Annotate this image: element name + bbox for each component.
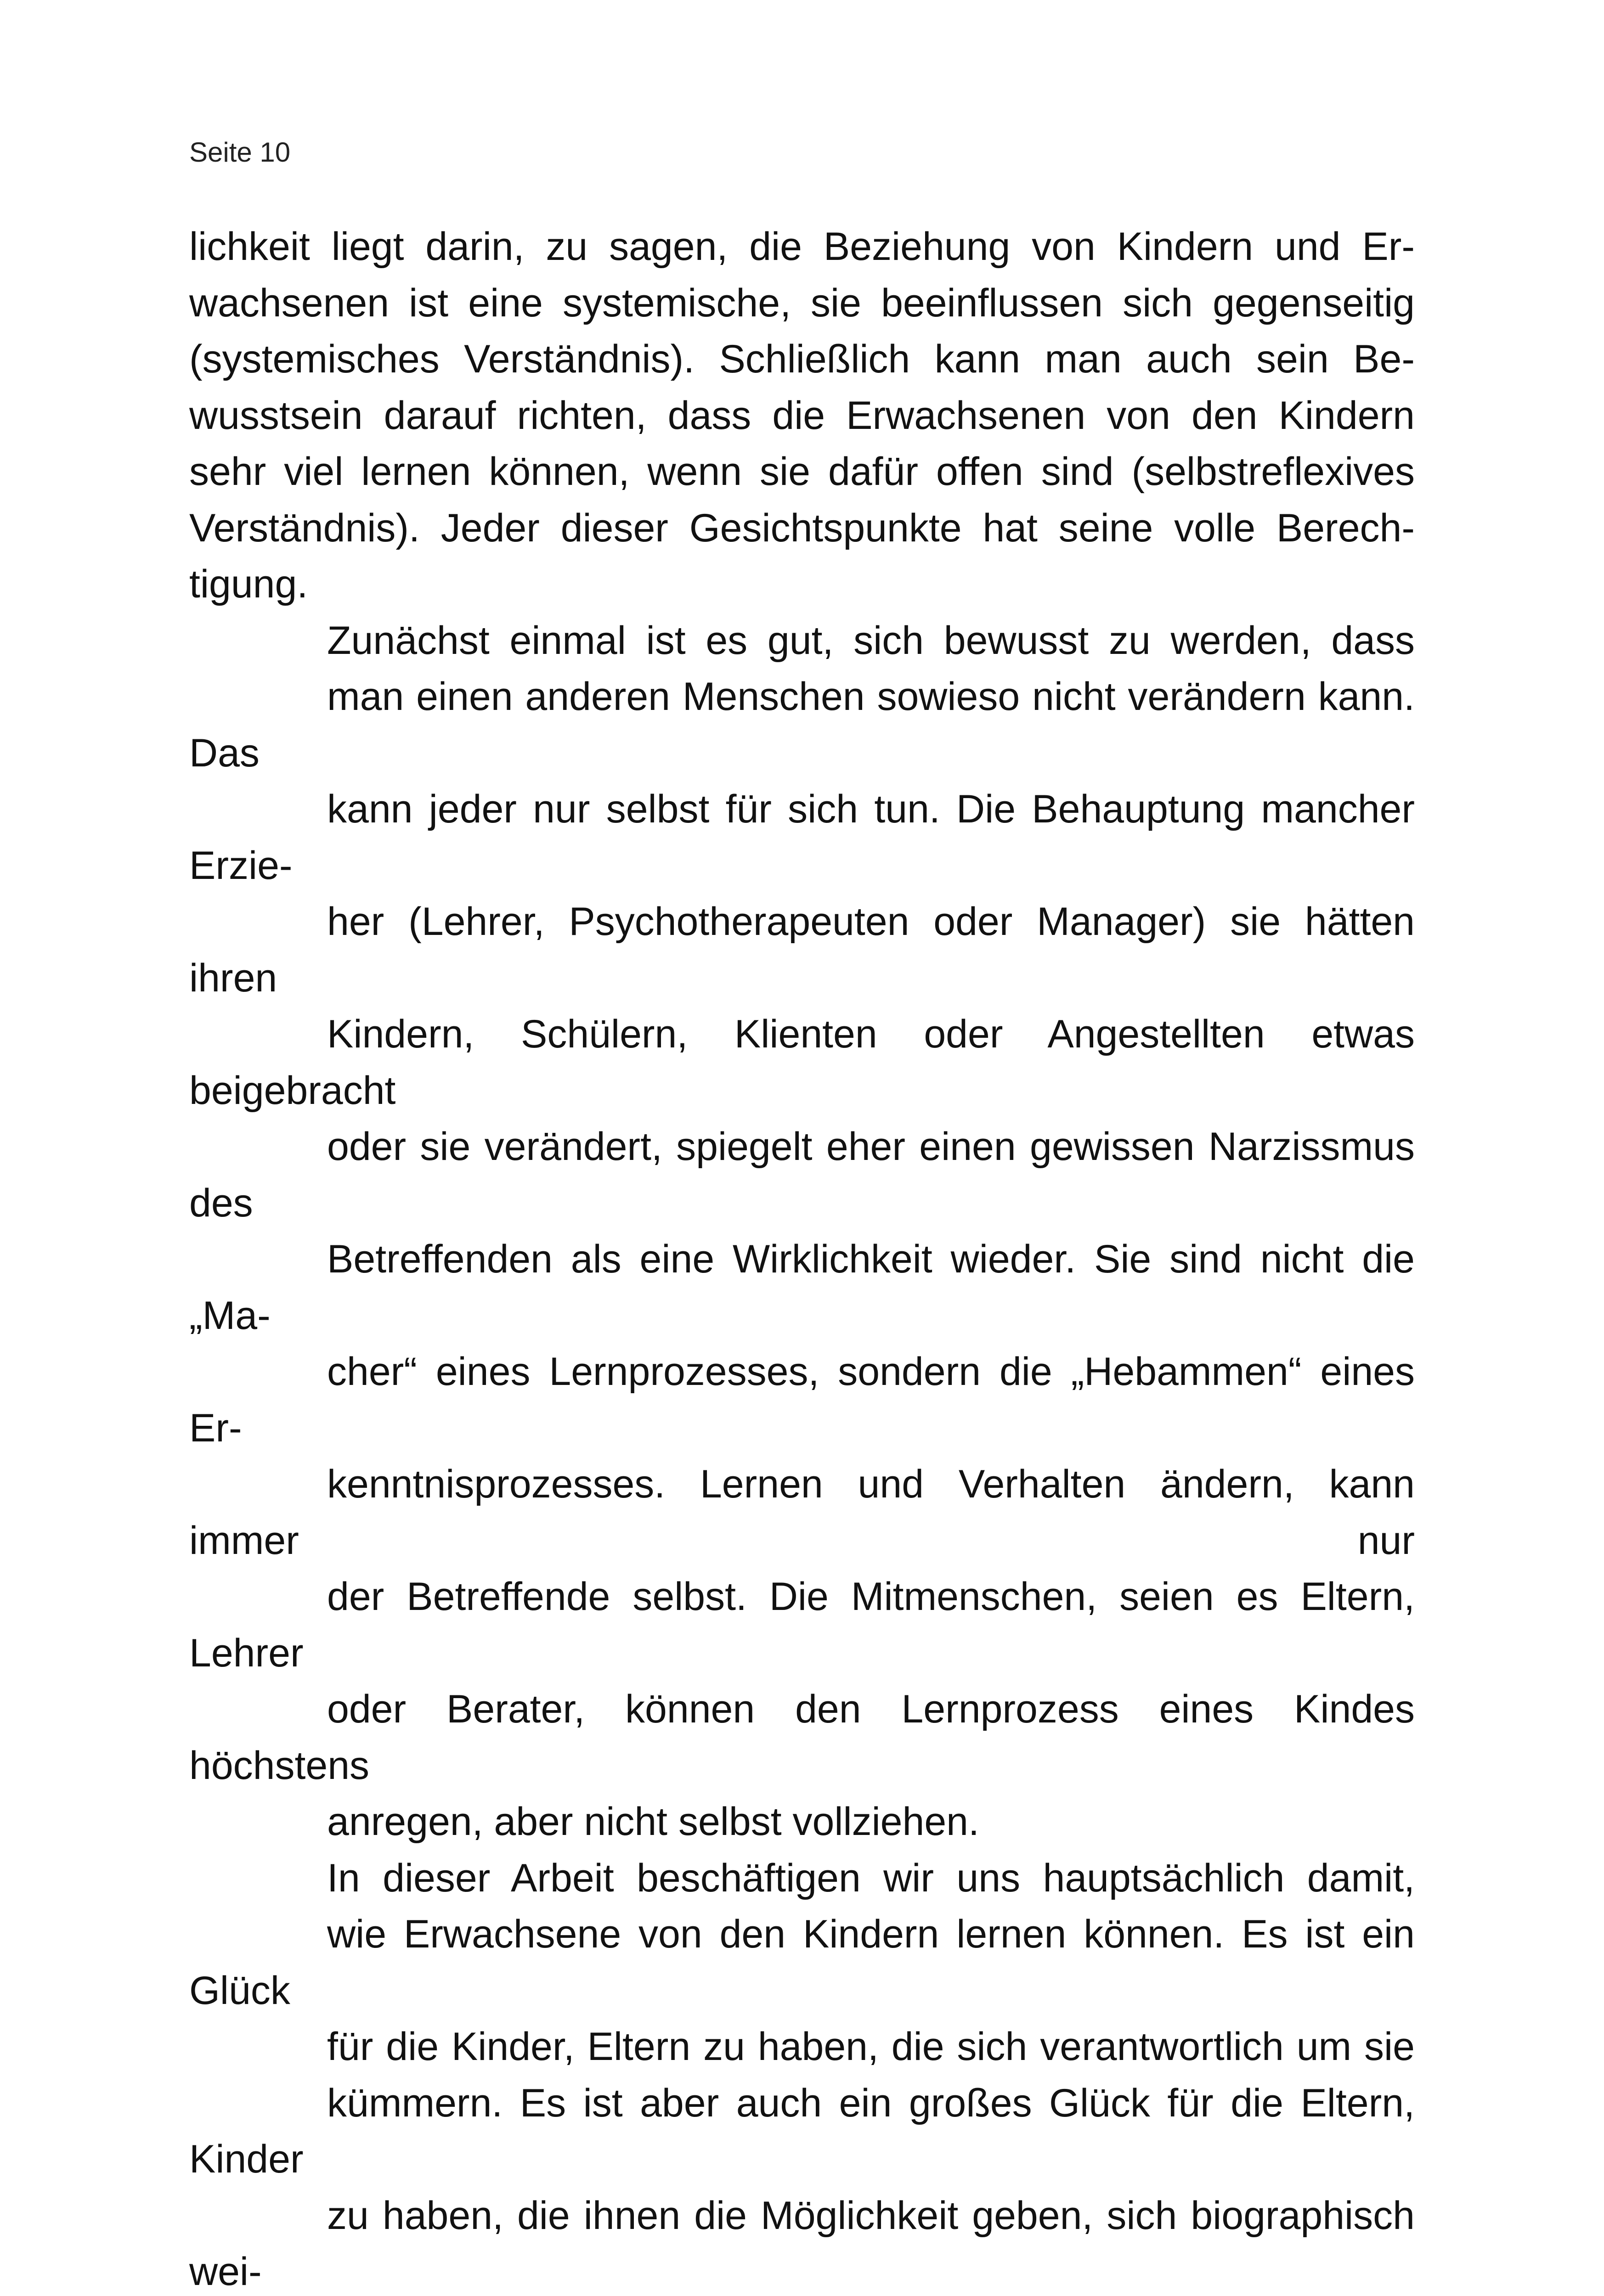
text-line: oder Berater, können den Lernprozess eines Kindes höchstens bbox=[189, 1681, 1415, 1794]
text-line: tigung. bbox=[189, 556, 1415, 613]
text-line: sehr viel lernen können, wenn sie dafür offen sind (selbstreflexives bbox=[189, 444, 1415, 500]
text-line: der Betreffende selbst. Die Mitmenschen, seien es Eltern, Lehrer bbox=[189, 1569, 1415, 1681]
text-line: Verständnis). Jeder dieser Gesichtspunkte hat seine volle Berech- bbox=[189, 500, 1415, 557]
text-line: Zunächst einmal ist es gut, sich bewusst zu werden, dass bbox=[189, 613, 1415, 669]
text-line: (systemisches Verständnis). Schließlich kann man auch sein Be- bbox=[189, 331, 1415, 388]
text-line: wachsenen ist eine systemische, sie beeinflussen sich gegenseitig bbox=[189, 275, 1415, 332]
text-line: wie Erwachsene von den Kindern lernen können. Es ist ein Glück bbox=[189, 1906, 1415, 2019]
text-line: kann jeder nur selbst für sich tun. Die Behauptung mancher Erzie- bbox=[189, 781, 1415, 894]
text-line: kümmern. Es ist aber auch ein großes Glück für die Eltern, Kinder bbox=[189, 2075, 1415, 2188]
text-line: man einen anderen Menschen sowieso nicht verändern kann. Das bbox=[189, 669, 1415, 781]
text-line: Kindern, Schülern, Klienten oder Angestellten etwas beigebracht bbox=[189, 1006, 1415, 1119]
text-line: zu haben, die ihnen die Möglichkeit geben, sich biographisch wei- bbox=[189, 2188, 1415, 2296]
paragraph-1 bbox=[189, 219, 1415, 613]
text-line: lichkeit liegt darin, zu sagen, die Beziehung von Kindern und Er- bbox=[189, 219, 1415, 275]
page-number-header: Seite 10 bbox=[189, 134, 290, 171]
text-line: Betreffenden als eine Wirklichkeit wieder. Sie sind nicht die „Ma- bbox=[189, 1231, 1415, 1344]
text-line: wusstsein darauf richten, dass die Erwachsenen von den Kindern bbox=[189, 388, 1415, 444]
text-line: oder sie verändert, spiegelt eher einen gewissen Narzissmus des bbox=[189, 1119, 1415, 1231]
paragraph-2 bbox=[189, 613, 1415, 1850]
body-text bbox=[189, 219, 1415, 2296]
text-line: kenntnisprozesses. Lernen und Verhalten ändern, kann immer nur bbox=[189, 1456, 1415, 1569]
text-line: anregen, aber nicht selbst vollziehen. bbox=[189, 1794, 1415, 1850]
paragraph-3 bbox=[189, 1850, 1415, 2296]
text-line: cher“ eines Lernprozesses, sondern die „Hebammen“ eines Er- bbox=[189, 1344, 1415, 1456]
text-line: In dieser Arbeit beschäftigen wir uns hauptsächlich damit, bbox=[189, 1850, 1415, 1907]
text-line: für die Kinder, Eltern zu haben, die sich verantwortlich um sie bbox=[189, 2019, 1415, 2075]
text-line: her (Lehrer, Psychotherapeuten oder Manager) sie hätten ihren bbox=[189, 894, 1415, 1006]
